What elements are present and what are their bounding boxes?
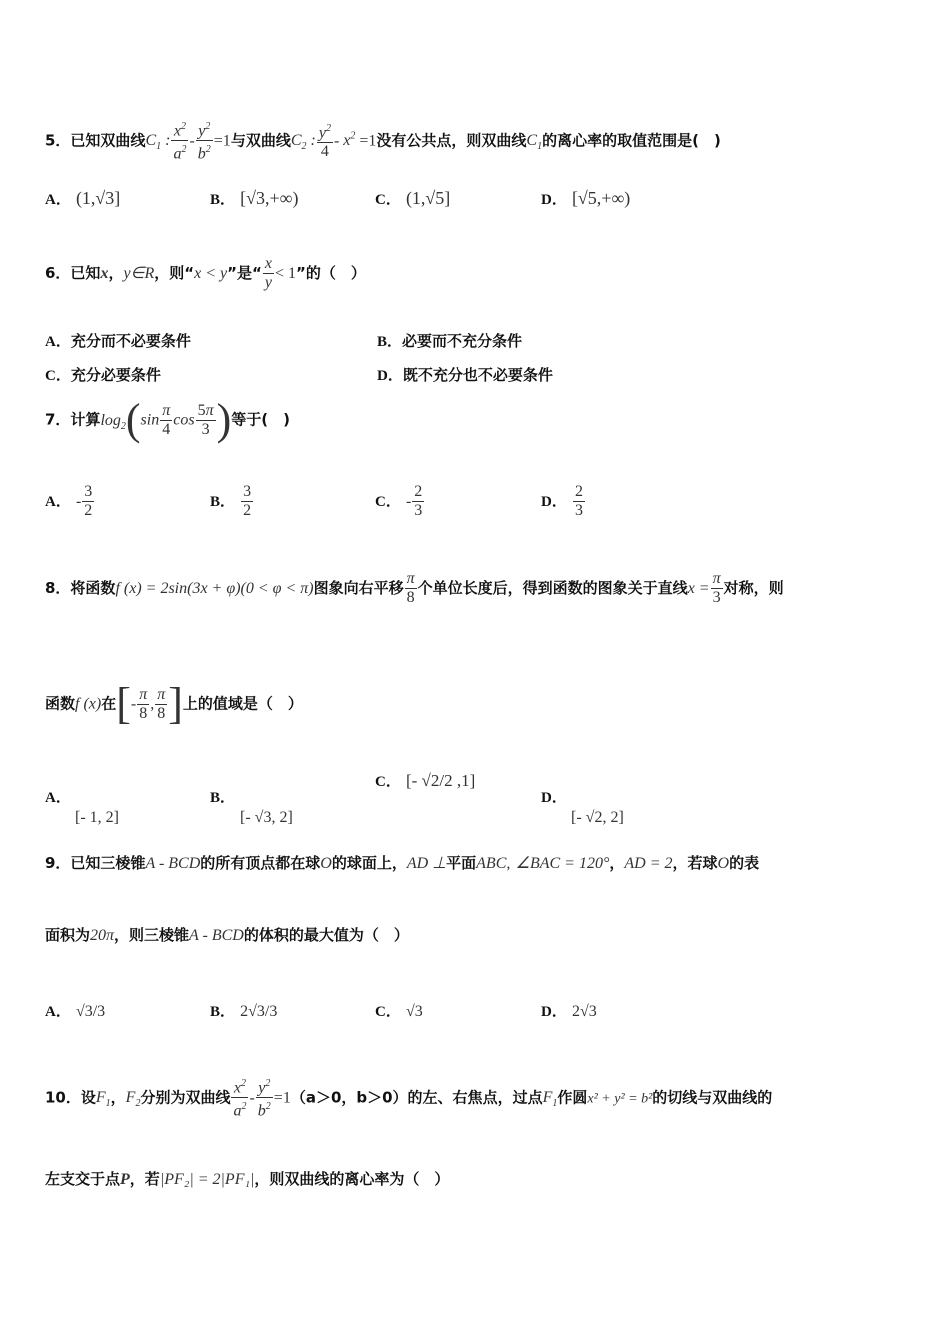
q7-option-a[interactable]: A． - $\frac{3}{2}$ xyxy=(45,483,93,519)
q9-option-b[interactable]: B． 2√3/3 xyxy=(210,1003,278,1020)
q5-option-c-value: (1,√5] xyxy=(405,188,451,208)
q7-option-b[interactable]: B． $\frac{3}{2}$ xyxy=(210,483,252,519)
q7-option-d[interactable]: D． $\frac{2}{3}$ xyxy=(541,483,583,519)
q5-option-c[interactable]: C． (1,√5] xyxy=(375,188,451,208)
q8-option-c[interactable]: C． [- √2/2 ,1] xyxy=(375,771,476,790)
q8-option-d[interactable]: D． [- √2, 2] xyxy=(541,790,624,826)
q6-option-c[interactable]: C．充分必要条件 xyxy=(45,366,161,384)
q6-option-b[interactable]: B．必要而不充分条件 xyxy=(377,332,523,350)
q8-option-b[interactable]: B． [- √3, 2] xyxy=(210,790,293,826)
q6-option-a[interactable]: A．充分而不必要条件 xyxy=(45,332,191,350)
q9-option-d[interactable]: D． 2√3 xyxy=(541,1003,597,1020)
question-8-stem-line1: 8．将函数f (x) = 2sin(3x + φ)(0 < φ < π)图象向右平移 $\frac{\pi}{8}$ 个单位长度后，得到函数的图象关于直线x = $\frac{\pi}{3}$ 对称，则 xyxy=(45,570,784,606)
q9-option-c[interactable]: C． √3 xyxy=(375,1003,423,1020)
q7-option-c[interactable]: C． - $\frac{2}{3}$ xyxy=(375,483,423,519)
q5-option-b[interactable]: B． [√3,+∞) xyxy=(210,188,299,208)
q5-option-d[interactable]: D． [√5,+∞) xyxy=(541,188,631,208)
q8-option-a[interactable]: A． [- 1, 2] xyxy=(45,790,119,826)
question-5-stem: 5．已知双曲线$C_1$ : $\frac{x^2}{a^2}$ - $\frac{y^2}{b^2}$ =1与双曲线$C_2$ : $\frac{y^2}{4}$ - $x^2 =1$没有公共点，则双曲线$C_1$的离心率的取值范围是( ) xyxy=(45,118,721,164)
question-9-stem-line2: 面积为20π，则三棱锥A - BCD的体积的最大值为（ ） xyxy=(45,926,409,944)
question-8-stem-line2: 函数f (x)在[- $\frac{\pi}{8}$ , $\frac{\pi}{8}$ ]上的值域是（ ） xyxy=(45,679,303,728)
q5-option-a[interactable]: A． (1,√3] xyxy=(45,188,121,208)
question-9-stem-line1: 9．已知三棱锥A - BCD的所有顶点都在球O的球面上，AD ⊥平面ABC, ∠BAC = 120°，AD = 2，若球O的表 xyxy=(45,854,760,872)
q5-option-b-value: [√3,+∞) xyxy=(240,188,299,208)
question-7-stem: 7．计算$\log_2(\sin$ $\frac{\pi}{4}$ cos $\frac{5\pi}{3}$ )等于( ) xyxy=(45,395,290,444)
math-c1-def: $C_1$ : xyxy=(145,132,171,153)
q5-option-d-value: [√5,+∞) xyxy=(571,188,631,208)
question-10-stem-line1: 10．设$F_1$，$F_2$分别为双曲线 $\frac{x^2}{a^2}$ - $\frac{y^2}{b^2}$ =1（a＞0，b＞0）的左、右焦点，过点$F_1$作圆x² + y² = b²的切线与双曲线的 xyxy=(45,1075,772,1121)
q9-option-a[interactable]: A． √3/3 xyxy=(45,1003,106,1020)
question-10-stem-line2: 左支交于点P，若|PF₂| = 2|PF₁|，则双曲线的离心率为（ ） xyxy=(45,1170,450,1188)
q5-option-a-value: (1,√3] xyxy=(75,188,121,208)
q6-option-d[interactable]: D．既不充分也不必要条件 xyxy=(377,366,553,384)
question-6-stem: 6．已知x，y∈R，则“x < y”是“ $\frac{x}{y}$ < 1”的（ ） xyxy=(45,255,366,291)
